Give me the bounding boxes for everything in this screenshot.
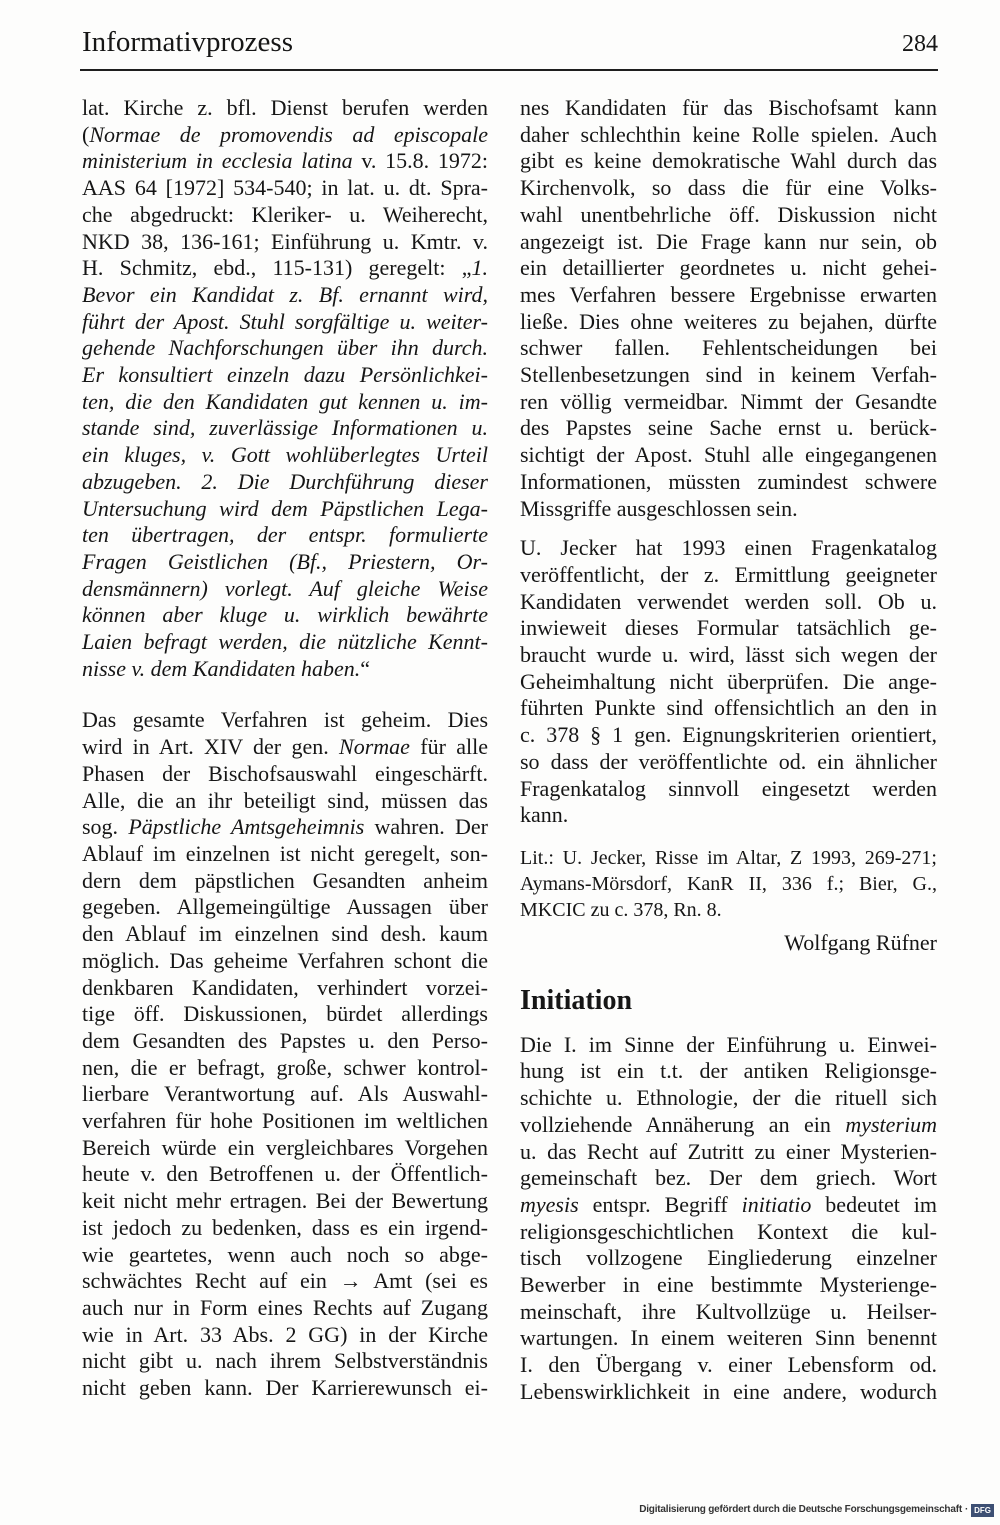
- paragraph: [520, 95, 937, 522]
- text-run: Bereich würde ein vergleichbares Vorgehen: [82, 1134, 488, 1160]
- text-line: [82, 602, 488, 629]
- text-run: nes Kandidaten für das Bischofsamt kann: [520, 95, 937, 120]
- text-run: den Ablauf im einzelnen sind desh. kaum: [82, 921, 488, 947]
- text-line: [82, 496, 488, 523]
- italic-text: Bevor ein Kandidat z. Bf. ernannt wird,: [82, 281, 488, 307]
- text-line: [520, 122, 937, 149]
- paragraph: [82, 95, 488, 682]
- text-line: [520, 362, 937, 389]
- text-line: [520, 1058, 937, 1085]
- text-line: [520, 615, 937, 642]
- text-run: meinschaft, ihre Kultvollzüge u. Heilser-: [520, 1298, 937, 1324]
- text-run: braucht wurde u. wird, lässt sich wegen der: [520, 642, 937, 668]
- text-run: “: [360, 655, 370, 681]
- text-run: (: [82, 121, 90, 147]
- paragraph: [520, 535, 937, 829]
- text-line: [82, 1242, 488, 1269]
- text-run: vollziehende Annäherung an ein: [520, 1111, 846, 1137]
- text-line: [520, 776, 937, 803]
- text-line: [520, 1192, 937, 1219]
- text-line: [520, 1325, 937, 1352]
- text-line: [520, 1379, 937, 1406]
- text-run: dern dem päpstlichen Gesandten anheim: [82, 867, 488, 893]
- text-run: kann.: [520, 802, 569, 828]
- text-line: [520, 802, 937, 829]
- text-line: [520, 469, 937, 496]
- text-line: [82, 841, 488, 868]
- text-line: [520, 389, 937, 416]
- text-run: entspr. Begriff: [578, 1191, 742, 1217]
- italic-text: densmännern) vorlegt. Auf gleiche Weise: [82, 575, 488, 601]
- text-run: hung ist ein t.t. der antiken Religionsge-: [520, 1058, 937, 1084]
- text-run: religionsgeschichtlichen Kontext die kul-: [520, 1218, 937, 1244]
- text-line: [82, 1295, 488, 1322]
- right-column: [520, 95, 937, 1406]
- text-line: [82, 656, 488, 683]
- text-run: nen, die er befragt, große, schwer kontrol-: [82, 1054, 488, 1080]
- text-run: ein detaillierter geordnetes u. nicht gehei-: [520, 255, 937, 281]
- text-line: [520, 535, 937, 562]
- text-run: gegeben. Allgemeingültige Aussagen über: [82, 894, 488, 920]
- text-line: [82, 229, 488, 256]
- left-column: [82, 95, 488, 1402]
- text-line: [520, 871, 937, 897]
- text-line: [82, 335, 488, 362]
- author-name: Wolfgang Rüfner: [784, 929, 937, 955]
- text-run: Ablauf im einzelnen ist nicht geregelt, son-: [82, 840, 488, 866]
- italic-text: initiatio: [741, 1191, 812, 1217]
- text-line: [82, 707, 488, 734]
- italic-text: ten übertragen, der entspr. formulierte: [82, 522, 488, 548]
- running-header: [82, 24, 938, 62]
- dfg-logo-icon: DFG: [971, 1504, 994, 1517]
- text-line: [520, 95, 937, 122]
- text-line: [82, 389, 488, 416]
- text-run: wahren. Der: [364, 814, 489, 840]
- text-line: [82, 442, 488, 469]
- text-run: wartungen. In einem weiteren Sinn benennt: [520, 1325, 937, 1351]
- text-run: Missgriffe ausgeschlossen sein.: [520, 495, 798, 521]
- text-line: [82, 1268, 488, 1295]
- text-run: Das gesamte Verfahren ist geheim. Dies: [82, 707, 488, 733]
- text-line: [82, 255, 488, 282]
- text-run: bedeutet im: [811, 1191, 937, 1217]
- running-head-title: Informativprozess: [82, 26, 293, 58]
- text-run: ist jedoch zu bedenken, dass es ein irgend-: [82, 1214, 488, 1240]
- text-run: denkbaren Kandidaten, verhindert vorzei-: [82, 974, 488, 1000]
- text-line: [520, 282, 937, 309]
- text-run: nicht gibt u. nach ihrem Selbstverständnis: [82, 1348, 488, 1374]
- text-line: [82, 1081, 488, 1108]
- text-line: [82, 122, 488, 149]
- text-line: [82, 1348, 488, 1375]
- text-line: [82, 1215, 488, 1242]
- text-run: Alle, die an ihr beteiligt sind, müssen das: [82, 787, 488, 813]
- text-line: [82, 1135, 488, 1162]
- text-line: [82, 202, 488, 229]
- text-run: inwieweit dieses Formular tatsächlich ge-: [520, 615, 937, 641]
- text-run: für alle: [409, 734, 488, 760]
- literature-references: [520, 845, 937, 923]
- italic-text: myesis: [520, 1191, 579, 1217]
- digitization-footer: [639, 1503, 994, 1517]
- text-line: [520, 1272, 937, 1299]
- text-run: NKD 38, 136-161; Einführung u. Kmtr. v.: [82, 228, 488, 254]
- text-run: auch nur in Form eines Rechts auf Zugang: [82, 1294, 488, 1320]
- italic-text: mysterium: [845, 1111, 937, 1137]
- text-run: daher schlechthin keine Rolle spielen. Auch: [520, 121, 937, 147]
- text-line: [520, 1245, 937, 1272]
- text-run: angezeigt ist. Die Frage kann nur sein, ob: [520, 228, 937, 254]
- text-line: [82, 95, 488, 122]
- text-line: [82, 948, 488, 975]
- text-run: Aymans-Mörsdorf, KanR II, 336 f.; Bier, G.,: [520, 872, 937, 895]
- text-line: [520, 669, 937, 696]
- text-run: lat. Kirche z. bfl. Dienst berufen werden: [82, 95, 488, 120]
- footer-separator: ·: [964, 1504, 969, 1515]
- italic-text: Er konsultiert einzeln dazu Persönlichkei-: [82, 362, 488, 388]
- text-line: [520, 1032, 937, 1059]
- text-run: MKCIC zu c. 378, Rn. 8.: [520, 898, 722, 921]
- text-run: mes Verfahren bessere Ergebnisse erwarten: [520, 281, 937, 307]
- text-line: [82, 868, 488, 895]
- text-run: schwächtes Recht auf ein → Amt (sei es: [82, 1268, 488, 1294]
- text-run: sichtigt der Apost. Stuhl alle eingegangenen: [520, 442, 937, 468]
- italic-text: nisse v. dem Kandidaten haben.: [82, 655, 361, 681]
- text-run: dem Gesandten des Papstes u. den Perso-: [82, 1027, 488, 1053]
- text-line: [82, 576, 488, 603]
- text-run: nicht geben kann. Der Karrierewunsch ei-: [82, 1375, 488, 1401]
- text-line: [82, 1055, 488, 1082]
- text-line: [82, 362, 488, 389]
- text-line: [520, 496, 937, 523]
- text-run: I. den Übergang v. einer Lebensform od.: [520, 1352, 937, 1378]
- text-run: lierbare Verantwortung auf. Als Auswahl-: [82, 1081, 488, 1107]
- text-line: [82, 1322, 488, 1349]
- text-line: [82, 1108, 488, 1135]
- text-line: [520, 309, 937, 336]
- text-line: [520, 255, 937, 282]
- text-line: [520, 695, 937, 722]
- text-line: [82, 282, 488, 309]
- text-run: schwer fallen. Fehlentscheidungen bei: [520, 335, 937, 361]
- text-run: Informationen, müssten zumindest schwere: [520, 468, 937, 494]
- text-run: U. Jecker hat 1993 einen Fragenkatalog: [520, 535, 937, 561]
- text-run: sog.: [82, 814, 129, 840]
- text-line: [82, 415, 488, 442]
- text-line: [82, 761, 488, 788]
- text-run: c. 378 § 1 gen. Eignungskriterien orientiert,: [520, 722, 937, 748]
- text-line: [82, 309, 488, 336]
- text-line: [82, 814, 488, 841]
- italic-text: Laien befragt werden, die nützliche Kennt-: [82, 629, 488, 655]
- text-run: ren völlig vermeidbar. Nimmt der Gesandte: [520, 388, 937, 414]
- text-run: wie in Art. 33 Abs. 2 GG) in der Kirche: [82, 1321, 488, 1347]
- header-rule: [80, 69, 938, 71]
- text-run: che abgedruckt: Kleriker- u. Weiherecht,: [82, 201, 488, 227]
- paragraph: [520, 1032, 937, 1406]
- italic-text: ministerium in ecclesia latina: [82, 148, 353, 174]
- text-run: Bewerber in eine bestimmte Mysterienge-: [520, 1272, 937, 1298]
- italic-text: abzugeben. 2. Die Durchführung dieser: [82, 468, 488, 494]
- text-run: wird in Art. XIV der gen.: [82, 734, 340, 760]
- text-run: wahl unentbehrliche öff. Diskussion nicht: [520, 201, 937, 227]
- text-line: [520, 1112, 937, 1139]
- text-run: keit nicht mehr ertragen. Bei der Bewertung: [82, 1188, 488, 1214]
- text-line: [520, 442, 937, 469]
- text-line: [520, 229, 937, 256]
- italic-text: gehende Nachforschungen über ihn durch.: [82, 335, 488, 361]
- text-line: [520, 642, 937, 669]
- text-line: [82, 1188, 488, 1215]
- italic-text: ein kluges, v. Gott wohlüberlegtes Urteil: [82, 442, 488, 468]
- text-line: [82, 975, 488, 1002]
- text-run: v. 15.8. 1972:: [352, 148, 488, 174]
- text-run: u. das Recht auf Zutritt zu einer Mysterien-: [520, 1138, 937, 1164]
- text-run: heute v. den Betroffenen u. der Öffentlich-: [82, 1161, 488, 1187]
- text-line: [520, 749, 937, 776]
- text-run: verfahren für hohe Positionen im weltlichen: [82, 1108, 488, 1134]
- text-run: Lebenswirklichkeit in eine andere, wodurch: [520, 1378, 937, 1404]
- text-run: des Papstes seine Sache ernst u. berück-: [520, 415, 937, 441]
- text-line: [82, 148, 488, 175]
- text-line: [520, 897, 937, 923]
- footer-credit-text: Digitalisierung gefördert durch die Deutsche Forschungsgemeinschaft: [639, 1504, 962, 1515]
- text-run: Phasen der Bischofsauswahl eingeschärft.: [82, 760, 488, 786]
- text-run: Fragenkatalog sinnvoll eingesetzt werden: [520, 775, 937, 801]
- text-line: [520, 335, 937, 362]
- italic-text: 1.: [471, 255, 488, 281]
- text-line: [82, 1001, 488, 1028]
- text-run: Kandidaten verwendet werden soll. Ob u.: [520, 588, 937, 614]
- text-line: [520, 415, 937, 442]
- page-number: 284: [902, 31, 938, 57]
- text-line: [520, 562, 937, 589]
- text-run: Stellenbesetzungen sind in keinem Verfah-: [520, 362, 937, 388]
- text-line: [82, 734, 488, 761]
- text-line: [82, 921, 488, 948]
- text-line: [520, 202, 937, 229]
- text-run: möglich. Das geheime Verfahren schont die: [82, 947, 488, 973]
- text-run: Geheimhaltung nicht überprüfen. Die ange-: [520, 668, 937, 694]
- text-line: [82, 629, 488, 656]
- text-run: Die I. im Sinne der Einführung u. Einwei-: [520, 1031, 937, 1057]
- italic-text: können aber kluge u. wirklich bewährte: [82, 602, 488, 628]
- text-run: tige öff. Diskussionen, bürdet allerdings: [82, 1001, 488, 1027]
- text-run: tisch vollzogene Eingliederung einzelner: [520, 1245, 937, 1271]
- italic-text: Päpstliche Amtsgeheimnis: [128, 814, 365, 840]
- entry-heading: Initiation: [520, 984, 633, 1016]
- italic-text: Fragen Geistlichen (Bf., Priestern, Or-: [82, 548, 488, 574]
- italic-text: Untersuchung wird dem Päpstlichen Lega-: [82, 495, 488, 521]
- italic-text: Normae de promovendis ad episcopale: [89, 121, 488, 147]
- text-line: [520, 1085, 937, 1112]
- text-line: [82, 1161, 488, 1188]
- text-line: [520, 845, 937, 871]
- text-run: Kirchenvolk, so dass die für eine Volks-: [520, 175, 937, 201]
- text-run: gemeinschaft bez. Der dem griech. Wort: [520, 1165, 937, 1191]
- text-run: wie geartetes, wenn auch noch so abge-: [82, 1241, 488, 1267]
- text-line: [520, 175, 937, 202]
- text-run: schichte u. Ethnologie, der die rituell sich: [520, 1085, 937, 1111]
- text-line: [520, 722, 937, 749]
- text-line: [82, 522, 488, 549]
- paragraph: [82, 707, 488, 1401]
- text-line: [520, 589, 937, 616]
- text-run: Lit.: U. Jecker, Risse im Altar, Z 1993, 269-271;: [520, 846, 937, 869]
- text-run: ließe. Dies ohne weiteres zu bejahen, dürfte: [520, 308, 937, 334]
- italic-text: ten, die den Kandidaten gut kennen u. im-: [82, 388, 488, 414]
- text-line: [82, 175, 488, 202]
- italic-text: führt der Apost. Stuhl sorgfältige u. weiter-: [82, 308, 488, 334]
- text-line: [520, 1352, 937, 1379]
- text-run: H. Schmitz, ebd., 115-131) geregelt: „: [82, 255, 472, 281]
- text-run: so dass der veröffentlichte od. ein ähnlicher: [520, 748, 937, 774]
- text-line: [82, 1028, 488, 1055]
- text-line: [82, 894, 488, 921]
- text-line: [82, 1375, 488, 1402]
- italic-text: Normae: [339, 734, 410, 760]
- text-line: [82, 469, 488, 496]
- italic-text: stande sind, zuverlässige Informationen u.: [82, 415, 488, 441]
- text-run: veröffentlicht, der z. Ermittlung geeigneter: [520, 561, 937, 587]
- text-line: [520, 1139, 937, 1166]
- text-line: [520, 1299, 937, 1326]
- text-run: führten Punkte sind offensichtlich an den in: [520, 695, 937, 721]
- text-line: [520, 1219, 937, 1246]
- text-run: AAS 64 [1972] 534-540; in lat. u. dt. Spra-: [82, 175, 488, 201]
- text-line: [82, 788, 488, 815]
- text-line: [520, 1165, 937, 1192]
- text-run: gibt es keine demokratische Wahl durch das: [520, 148, 937, 174]
- text-line: [520, 148, 937, 175]
- text-line: [82, 549, 488, 576]
